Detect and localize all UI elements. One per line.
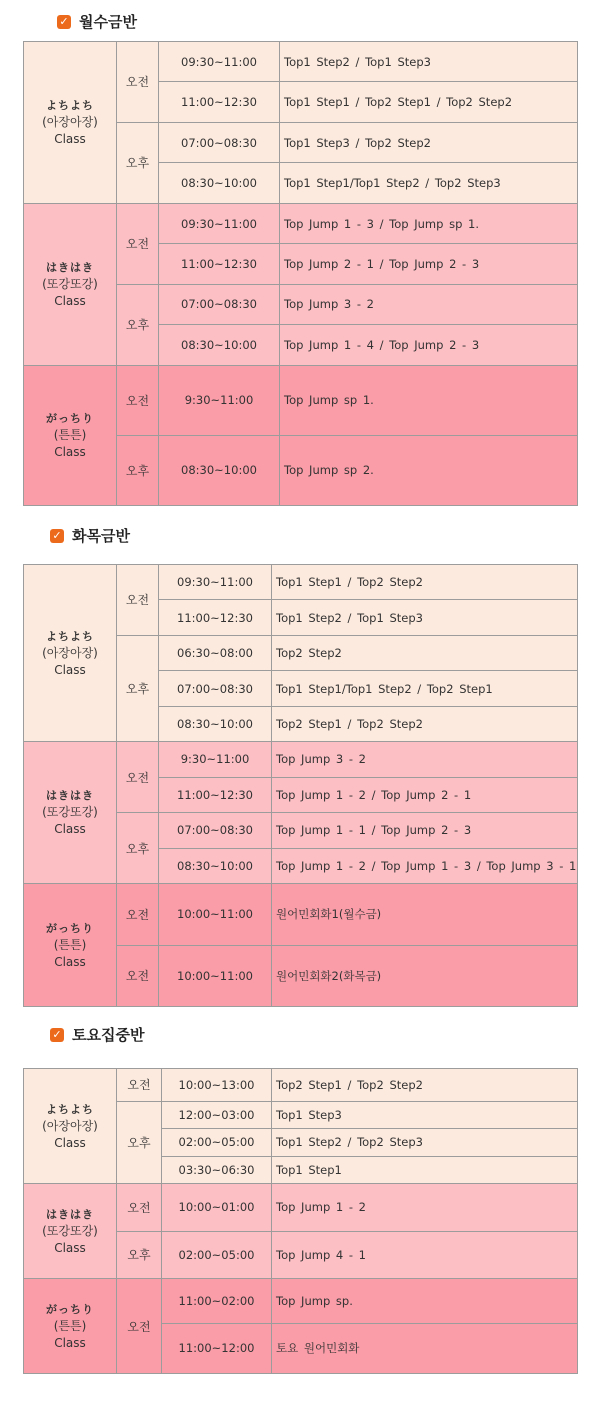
time-cell: 06:30~08:00: [159, 635, 272, 670]
course-cell: 원어민회화2(화목금): [272, 945, 578, 1006]
time-cell: 9:30~11:00: [159, 365, 280, 435]
period-cell: 오전: [117, 884, 159, 945]
period-cell: 오전: [117, 203, 159, 284]
time-cell: 10:00~01:00: [162, 1184, 272, 1231]
class-name-cell: よちよち (아장아장) Class: [24, 1069, 117, 1184]
course-cell: Top1 Step2 / Top1 Step3: [280, 42, 578, 82]
course-cell: Top Jump 4 - 1: [272, 1231, 578, 1278]
section-title-mwf: [57, 11, 137, 32]
course-cell: 원어민회화1(월수금): [272, 884, 578, 945]
time-cell: 10:00~11:00: [159, 884, 272, 945]
section-title-text: 화목금반: [72, 527, 130, 545]
course-cell: Top Jump sp.: [272, 1279, 578, 1324]
course-cell: Top Jump 2 - 1 / Top Jump 2 - 3: [280, 244, 578, 284]
period-cell: 오전: [117, 945, 159, 1006]
period-cell: 오전: [117, 1184, 162, 1231]
course-cell: 토요 원어민회화: [272, 1323, 578, 1373]
class-name-cell: よちよち (아장아장) Class: [24, 42, 117, 204]
table-row: [24, 884, 578, 945]
time-cell: 11:00~12:30: [159, 82, 280, 122]
time-cell: 9:30~11:00: [159, 742, 272, 777]
time-cell: 11:00~12:30: [159, 244, 280, 284]
class-name-cell: よちよち (아장아장) Class: [24, 565, 117, 742]
course-cell: Top Jump 1 - 2 / Top Jump 2 - 1: [272, 777, 578, 812]
time-cell: 07:00~08:30: [159, 671, 272, 706]
checkbox-icon: ✓: [57, 15, 71, 29]
course-cell: Top1 Step1 / Top2 Step1 / Top2 Step2: [280, 82, 578, 122]
period-cell: 오후: [117, 122, 159, 203]
schedule-table-sat: [23, 1068, 578, 1374]
period-cell: 오후: [117, 635, 159, 741]
course-cell: Top1 Step3 / Top2 Step2: [280, 122, 578, 162]
table-row: [24, 42, 578, 82]
time-cell: 02:00~05:00: [162, 1231, 272, 1278]
course-cell: Top2 Step2: [272, 635, 578, 670]
time-cell: 07:00~08:30: [159, 813, 272, 848]
period-cell: 오후: [117, 284, 159, 365]
period-cell: 오전: [117, 42, 159, 123]
class-name-cell: がっちり (튼튼) Class: [24, 884, 117, 1007]
course-cell: Top1 Step3: [272, 1101, 578, 1128]
time-cell: 08:30~10:00: [159, 163, 280, 203]
course-cell: Top2 Step1 / Top2 Step2: [272, 706, 578, 741]
class-name-cell: がっちり (튼튼) Class: [24, 1279, 117, 1374]
time-cell: 08:30~10:00: [159, 325, 280, 365]
course-cell: Top Jump 1 - 3 / Top Jump sp 1.: [280, 203, 578, 243]
time-cell: 11:00~12:30: [159, 600, 272, 635]
course-cell: Top1 Step2 / Top1 Step3: [272, 600, 578, 635]
course-cell: Top Jump 1 - 2 / Top Jump 1 - 3 / Top Jump 3 - 1: [272, 848, 578, 883]
course-cell: Top Jump 1 - 1 / Top Jump 2 - 3: [272, 813, 578, 848]
section-title-sat: [50, 1024, 144, 1045]
period-cell: 오전: [117, 1279, 162, 1374]
course-cell: Top1 Step1/Top1 Step2 / Top2 Step1: [272, 671, 578, 706]
period-cell: 오전: [117, 742, 159, 813]
class-name-cell: はきはき (또강또강) Class: [24, 1184, 117, 1279]
time-cell: 09:30~11:00: [159, 42, 280, 82]
time-cell: 02:00~05:00: [162, 1129, 272, 1156]
time-cell: 12:00~03:00: [162, 1101, 272, 1128]
time-cell: 03:30~06:30: [162, 1156, 272, 1183]
table-row: [24, 365, 578, 435]
period-cell: 오후: [117, 1101, 162, 1183]
time-cell: 10:00~13:00: [162, 1069, 272, 1102]
period-cell: 오후: [117, 1231, 162, 1278]
time-cell: 09:30~11:00: [159, 203, 280, 243]
course-cell: Top Jump sp 1.: [280, 365, 578, 435]
table-row: [24, 203, 578, 243]
course-cell: Top2 Step1 / Top2 Step2: [272, 1069, 578, 1102]
time-cell: 09:30~11:00: [159, 565, 272, 600]
time-cell: 08:30~10:00: [159, 706, 272, 741]
section-title-ttf: [50, 525, 130, 546]
course-cell: Top Jump 1 - 4 / Top Jump 2 - 3: [280, 325, 578, 365]
time-cell: 07:00~08:30: [159, 284, 280, 324]
class-name-cell: はきはき (또강또강) Class: [24, 203, 117, 365]
period-cell: 오후: [117, 435, 159, 505]
time-cell: 11:00~02:00: [162, 1279, 272, 1324]
table-row: [24, 1184, 578, 1231]
course-cell: Top1 Step2 / Top2 Step3: [272, 1129, 578, 1156]
table-row: [24, 742, 578, 777]
schedule-table-mwf: [23, 41, 578, 506]
course-cell: Top1 Step1: [272, 1156, 578, 1183]
table-row: [24, 1069, 578, 1102]
schedule-table-ttf: [23, 564, 578, 1007]
class-name-cell: がっちり (튼튼) Class: [24, 365, 117, 505]
course-cell: Top Jump 1 - 2: [272, 1184, 578, 1231]
period-cell: 오후: [117, 813, 159, 884]
table-row: [24, 565, 578, 600]
course-cell: Top Jump sp 2.: [280, 435, 578, 505]
course-cell: Top1 Step1/Top1 Step2 / Top2 Step3: [280, 163, 578, 203]
time-cell: 11:00~12:30: [159, 777, 272, 812]
course-cell: Top1 Step1 / Top2 Step2: [272, 565, 578, 600]
period-cell: 오전: [117, 565, 159, 636]
section-title-text: 토요집중반: [72, 1026, 145, 1044]
table-row: [24, 1279, 578, 1324]
time-cell: 07:00~08:30: [159, 122, 280, 162]
checkbox-icon: ✓: [50, 1028, 64, 1042]
time-cell: 08:30~10:00: [159, 435, 280, 505]
time-cell: 10:00~11:00: [159, 945, 272, 1006]
class-name-cell: はきはき (또강또강) Class: [24, 742, 117, 884]
time-cell: 11:00~12:00: [162, 1323, 272, 1373]
period-cell: 오전: [117, 365, 159, 435]
course-cell: Top Jump 3 - 2: [272, 742, 578, 777]
time-cell: 08:30~10:00: [159, 848, 272, 883]
course-cell: Top Jump 3 - 2: [280, 284, 578, 324]
checkbox-icon: ✓: [50, 529, 64, 543]
section-title-text: 월수금반: [79, 13, 137, 31]
period-cell: 오전: [117, 1069, 162, 1102]
